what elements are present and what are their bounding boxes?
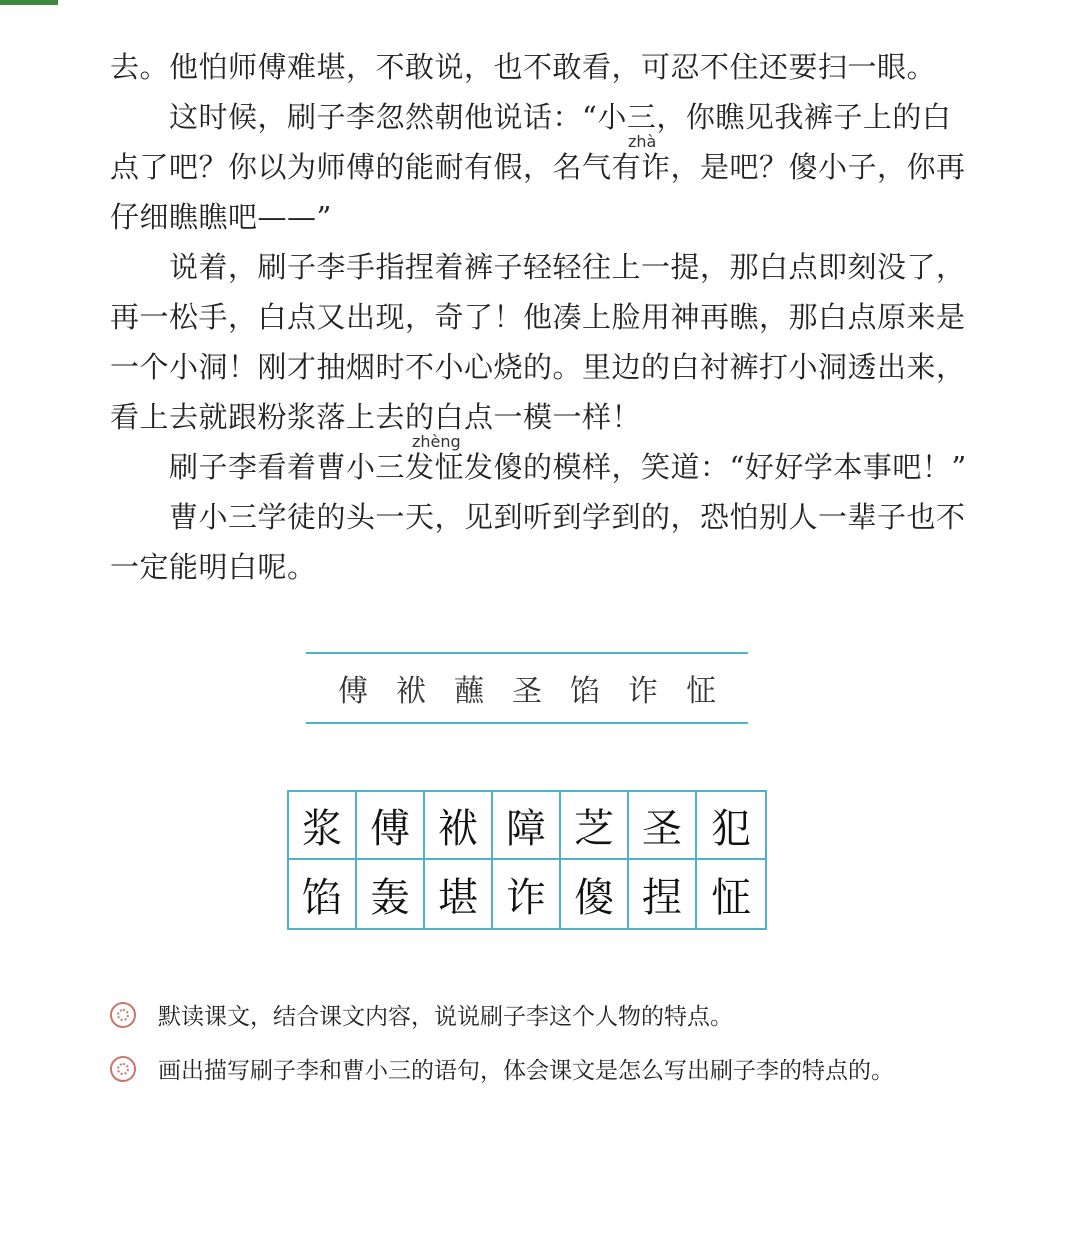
text-line: 仔细瞧瞧吧——” xyxy=(110,200,332,234)
pinyin-zheng: zhèng xyxy=(412,432,461,451)
text-line: 一定能明白呢。 xyxy=(110,550,317,584)
write-char-cell: 轰 xyxy=(357,860,425,928)
writing-character-grid xyxy=(287,790,767,930)
write-char-cell: 浆 xyxy=(289,792,357,860)
text-line: 一个小洞！刚才抽烟时不小心烧的。里边的白衬裤打小洞透出来， xyxy=(110,350,966,384)
text-line: 刷子李看着曹小三发怔发傻的模样，笑道：“好好学本事吧！” xyxy=(110,450,967,484)
text-line: 曹小三学徒的头一天，见到听到学到的，恐怕别人一辈子也不 xyxy=(110,500,966,534)
write-char-cell: 怔 xyxy=(711,874,751,921)
write-char-cell: 芝 xyxy=(561,792,629,860)
write-char-cell: 傅 xyxy=(357,792,425,860)
read-char: 圣 xyxy=(512,674,542,709)
write-char-cell: 捏 xyxy=(629,860,697,928)
read-char: 蘸 xyxy=(454,674,484,709)
write-char-cell: 圣 xyxy=(629,792,697,860)
write-char-cell: 障 xyxy=(493,792,561,860)
question-1 xyxy=(110,998,733,1031)
write-char-cell: 诈 xyxy=(493,860,561,928)
text-line: 说着，刷子李手指捏着裤子轻轻往上一提，那白点即刻没了， xyxy=(110,250,966,284)
write-char-cell: 堪 xyxy=(425,860,493,928)
text-line: 去。他怕师傅难堪，不敢说，也不敢看，可忍不住还要扫一眼。 xyxy=(110,50,937,84)
read-char: 诈 xyxy=(628,674,658,709)
question-text: 默读课文，结合课文内容，说说刷子李这个人物的特点。 xyxy=(158,1004,733,1030)
question-text: 画出描写刷子李和曹小三的语句，体会课文是怎么写出刷子李的特点的。 xyxy=(158,1058,894,1084)
write-char-cell: 馅 xyxy=(289,860,357,928)
write-char-cell: 犯 xyxy=(697,792,765,860)
read-char: 馅 xyxy=(570,674,600,709)
question-2 xyxy=(110,1052,894,1085)
write-char-cell: 袱 xyxy=(425,792,493,860)
reading-characters xyxy=(306,652,748,724)
question-seal-icon xyxy=(110,1056,136,1082)
text-line: 点了吧？你以为师傅的能耐有假，名气有诈，是吧？傻小子，你再 xyxy=(110,150,966,184)
page-corner-mark xyxy=(0,0,58,5)
read-char: 袱 xyxy=(396,674,426,709)
read-char: 傅 xyxy=(338,674,368,709)
read-char: 怔 xyxy=(686,674,716,709)
text-line: 再一松手，白点又出现，奇了！他凑上脸用神再瞧，那白点原来是 xyxy=(110,300,966,334)
question-seal-icon xyxy=(110,1002,136,1028)
text-line: 看上去就跟粉浆落上去的白点一模一样！ xyxy=(110,400,642,434)
text-line: 这时候，刷子李忽然朝他说话：“小三，你瞧见我裤子上的白 xyxy=(110,100,952,134)
write-char-cell: 傻 xyxy=(561,860,629,928)
pinyin-zha: zhà xyxy=(628,132,657,151)
story-text xyxy=(110,42,967,592)
